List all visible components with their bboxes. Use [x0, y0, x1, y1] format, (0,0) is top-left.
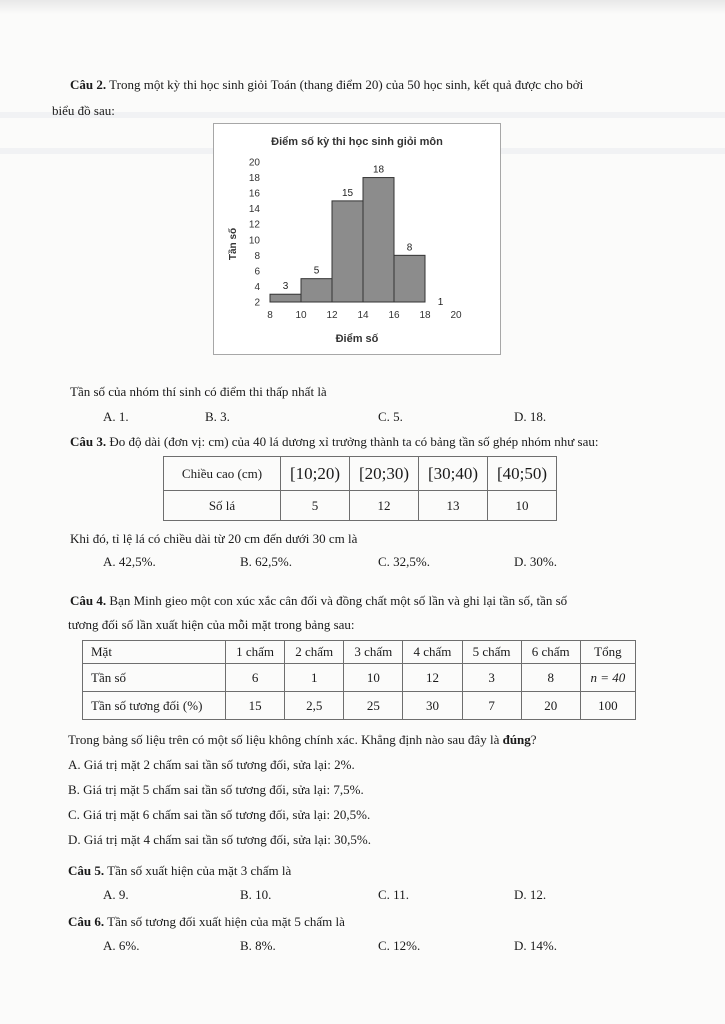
q4-freq-cell: 3 [462, 664, 521, 692]
q2-question: Tần số của nhóm thí sinh có điểm thi thấp nhất là [70, 384, 327, 399]
histogram-bar [394, 255, 425, 302]
q2-text: Trong một kỳ thi học sinh giỏi Toán (thang điểm 20) của 50 học sinh, kết quả được cho bởi [109, 77, 584, 92]
q4-header-cell: 5 chấm [462, 641, 521, 664]
histogram-bar [270, 294, 301, 302]
q4-text-line2: tương đối số lần xuất hiện của mỗi mặt trong bảng sau: [68, 617, 355, 632]
q3-count: 12 [350, 491, 419, 521]
y-tick-label: 12 [248, 219, 260, 231]
q4-freq-cell: 6 [226, 664, 285, 692]
q5-option-a[interactable]: A. 9. [103, 887, 129, 902]
y-tick-label: 20 [248, 157, 260, 169]
q4-freq-cell: Tần số [83, 664, 226, 692]
bar-data-label: 18 [372, 164, 385, 176]
q3-label: Câu 3. [70, 434, 107, 449]
x-tick-label: 12 [326, 310, 338, 321]
q4-freq-cell: 12 [403, 664, 462, 692]
chart-title: Điểm số kỳ thi học sinh giỏi môn [271, 136, 443, 148]
q3-table [163, 456, 557, 521]
q2-option-a[interactable]: A. 1. [103, 409, 129, 424]
q4-option-a[interactable]: A. Giá trị mặt 2 chấm sai tần số tương đối, sửa lại: 2%. [68, 757, 355, 772]
y-tick-label: 8 [254, 250, 260, 262]
histogram-chart [214, 124, 500, 354]
chart-y-label: Tần số [228, 227, 239, 261]
y-tick-label: 4 [254, 281, 260, 293]
q4-rel-cell: 25 [344, 692, 403, 720]
q3-interval: [10;20) [281, 457, 350, 491]
q4-header-cell: Mặt [83, 641, 226, 664]
q3-count: 5 [281, 491, 350, 521]
q5-text [68, 863, 291, 879]
q4-rel-cell: Tần số tương đối (%) [83, 692, 226, 720]
q4-rel-cell: 7 [462, 692, 521, 720]
q4-rel-cell: 100 [580, 692, 635, 720]
bar-data-label: 1 [437, 296, 444, 308]
q4-rel-cell: 2,5 [285, 692, 344, 720]
q6-option-b[interactable]: B. 8%. [240, 938, 276, 953]
q2-label: Câu 2. [70, 77, 107, 92]
q4-option-c[interactable]: C. Giá trị mặt 6 chấm sai tần số tương đối, sửa lại: 20,5%. [68, 807, 371, 822]
q3-body: Đo độ dài (đơn vị: cm) của 40 lá dương xỉ trưởng thành ta có bảng tần số ghép nhóm như sau: [109, 434, 599, 449]
histogram-bar [332, 201, 363, 302]
q3-interval: [20;30) [350, 457, 419, 491]
q4-table [82, 640, 636, 720]
chart-x-label: Điểm số [335, 333, 379, 345]
x-tick-label: 8 [267, 310, 273, 321]
q4-rel-cell: 30 [403, 692, 462, 720]
q4-freq-cell: 8 [521, 664, 580, 692]
bar-data-label: 5 [313, 265, 320, 277]
q4-header-cell: 3 chấm [344, 641, 403, 664]
q3-question: Khi đó, tỉ lệ lá có chiều dài từ 20 cm đến dưới 30 cm là [70, 531, 358, 546]
q2-option-b[interactable]: B. 3. [205, 409, 230, 424]
q4-text-line1 [70, 593, 567, 609]
q3-table-header: Số lá [164, 491, 281, 521]
q6-option-d[interactable]: D. 14%. [514, 938, 557, 953]
bar-data-label: 8 [406, 242, 413, 254]
x-tick-label: 10 [295, 310, 307, 321]
q2-text-line1 [70, 77, 583, 93]
q4-header-cell: 4 chấm [403, 641, 462, 664]
q4-header-cell: 6 chấm [521, 641, 580, 664]
q4-freq-cell: 1 [285, 664, 344, 692]
q5-body: Tần số xuất hiện của mặt 3 chấm là [107, 863, 292, 878]
q4-question-text: Trong bảng số liệu trên có một số liệu không chính xác. Khẳng định nào sau đây là [68, 732, 503, 747]
q3-option-c[interactable]: C. 32,5%. [378, 554, 430, 569]
q2-option-d[interactable]: D. 18. [514, 409, 547, 424]
x-tick-label: 14 [357, 310, 369, 321]
q4-freq-cell: 10 [344, 664, 403, 692]
y-tick-label: 18 [248, 173, 260, 185]
q5-label: Câu 5. [68, 863, 105, 878]
bar-data-label: 15 [341, 187, 354, 199]
q4-header-cell: Tổng [580, 641, 635, 664]
q3-option-b[interactable]: B. 62,5%. [240, 554, 292, 569]
scan-edge [0, 0, 725, 14]
x-tick-label: 20 [450, 310, 462, 321]
q4-label: Câu 4. [70, 593, 107, 608]
y-tick-label: 10 [248, 235, 260, 247]
q3-count: 10 [488, 491, 557, 521]
q2-option-c[interactable]: C. 5. [378, 409, 403, 424]
q4-option-b[interactable]: B. Giá trị mặt 5 chấm sai tần số tương đối, sửa lại: 7,5%. [68, 782, 364, 797]
q3-table-header: Chiều cao (cm) [164, 457, 281, 491]
q4-question-mark: ? [530, 732, 537, 747]
q5-option-d[interactable]: D. 12. [514, 887, 547, 902]
q3-text [70, 434, 598, 450]
y-tick-label: 2 [254, 297, 260, 309]
q6-option-c[interactable]: C. 12%. [378, 938, 421, 953]
q4-header-cell: 2 chấm [285, 641, 344, 664]
bar-data-label: 3 [282, 281, 289, 293]
x-tick-label: 18 [419, 310, 431, 321]
q4-header-cell: 1 chấm [226, 641, 285, 664]
x-tick-label: 16 [388, 310, 400, 321]
q3-interval: [40;50) [488, 457, 557, 491]
y-tick-label: 14 [248, 204, 260, 216]
histogram-bar [363, 178, 394, 302]
q3-option-d[interactable]: D. 30%. [514, 554, 557, 569]
q4-body: Bạn Minh gieo một con xúc xắc cân đối và đồng chất một số lần và ghi lại tần số, tần số [109, 593, 568, 608]
q4-option-d[interactable]: D. Giá trị mặt 4 chấm sai tần số tương đối, sửa lại: 30,5%. [68, 832, 371, 847]
histogram-frame [213, 123, 501, 355]
histogram-bar [301, 279, 332, 302]
q3-option-a[interactable]: A. 42,5%. [103, 554, 156, 569]
y-tick-label: 16 [248, 188, 260, 200]
q6-label: Câu 6. [68, 914, 105, 929]
y-tick-label: 6 [254, 266, 260, 278]
q2-text-line2: biểu đồ sau: [52, 103, 115, 118]
q4-rel-cell: 20 [521, 692, 580, 720]
q6-text [68, 914, 345, 930]
q3-count: 13 [419, 491, 488, 521]
q6-body: Tần số tương đối xuất hiện của mặt 5 chấm là [107, 914, 345, 929]
q4-question-emphasis: đúng [502, 732, 531, 747]
q4-freq-cell: n = 40 [580, 664, 635, 692]
q4-question [68, 732, 537, 748]
q5-option-b[interactable]: B. 10. [240, 887, 272, 902]
q5-option-c[interactable]: C. 11. [378, 887, 409, 902]
q3-interval: [30;40) [419, 457, 488, 491]
q6-option-a[interactable]: A. 6%. [103, 938, 140, 953]
q4-rel-cell: 15 [226, 692, 285, 720]
